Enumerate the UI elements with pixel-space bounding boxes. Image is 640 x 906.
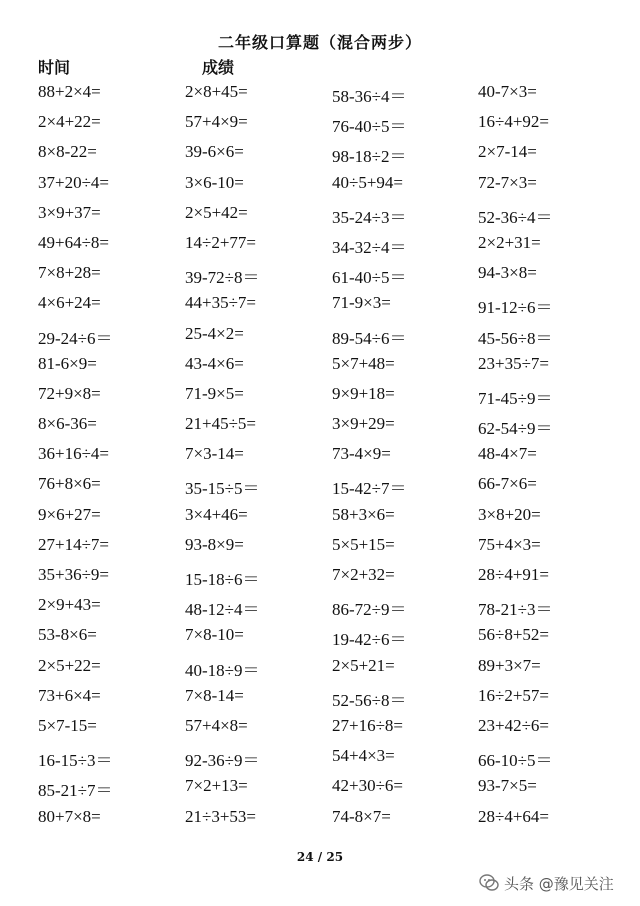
problem-cell: 66-7×6= [478, 474, 537, 494]
problem-cell: 85-21÷7＝ [38, 781, 113, 801]
problem-cell: 14÷2+77= [185, 232, 257, 252]
problem-cell: 7×8-14= [185, 685, 244, 705]
problem-cell: 2×8+45= [185, 82, 248, 101]
problem-cell: 27+14÷7= [38, 534, 110, 554]
problem-cell: 23+42÷6= [478, 715, 550, 735]
problem-cell: 45-56÷8＝ [478, 328, 553, 348]
problem-cell: 80+7×8= [38, 806, 101, 826]
problem-cell: 66-10÷5＝ [478, 751, 553, 771]
problem-cell: 21+45÷5= [185, 414, 257, 434]
problem-cell: 2×2+31= [478, 232, 541, 252]
problem-cell: 98-18÷2＝ [332, 147, 407, 167]
page-number: 24 / 25 [296, 850, 344, 864]
problem-cell: 9×9+18= [332, 383, 395, 403]
problem-cell: 44+35÷7= [185, 293, 257, 313]
problem-cell: 94-3×8= [478, 263, 537, 283]
problem-row [38, 110, 638, 140]
problem-row [38, 714, 638, 744]
problem-cell: 7×8-10= [185, 625, 244, 645]
problem-row [38, 805, 638, 835]
problem-cell: 2×5+42= [185, 202, 248, 222]
problem-cell: 28÷4+91= [478, 565, 550, 584]
problem-cell: 15-42÷7＝ [332, 479, 407, 499]
problem-cell: 7×2+13= [185, 776, 248, 796]
problem-row [38, 201, 638, 231]
problem-row [38, 744, 638, 774]
problem-cell: 52-36÷4＝ [478, 207, 553, 227]
problem-row [38, 623, 638, 653]
problem-cell: 72+9×8= [38, 383, 101, 403]
problem-cell: 71-9×3= [332, 293, 391, 313]
problem-row [38, 322, 638, 352]
problem-cell: 73-4×9= [332, 444, 391, 464]
page-title: 二年级口算题（混合两步） [217, 33, 422, 52]
problem-cell: 9×6+27= [38, 504, 101, 524]
watermark [478, 868, 614, 898]
problem-cell: 72-7×3= [478, 172, 537, 192]
problem-cell: 91-12÷6＝ [478, 298, 553, 318]
problem-cell: 3×4+46= [185, 504, 248, 524]
problem-cell: 92-36÷9＝ [185, 751, 260, 771]
problem-cell: 2×9+43= [38, 595, 101, 615]
problem-cell: 76+8×6= [38, 474, 101, 494]
problem-grid [38, 80, 638, 835]
problem-cell: 23+35÷7= [478, 353, 550, 373]
problem-row [38, 231, 638, 261]
problem-cell: 7×8+28= [38, 263, 101, 283]
problem-cell: 93-8×9= [185, 534, 244, 554]
problem-cell: 43-4×6= [185, 353, 244, 373]
problem-cell: 28÷4+64= [478, 806, 550, 826]
problem-cell: 39-6×6= [185, 142, 244, 162]
problem-cell: 8×6-36= [38, 414, 97, 434]
problem-cell: 52-56÷8＝ [332, 690, 407, 710]
problem-row [38, 442, 638, 472]
problem-cell: 35-24÷3＝ [332, 207, 407, 227]
problem-cell: 71-45÷9＝ [478, 388, 553, 408]
problem-cell: 29-24÷6＝ [38, 328, 113, 348]
problem-cell: 2×7-14= [478, 142, 537, 162]
problem-cell: 25-4×2= [185, 323, 244, 343]
problem-cell: 49+64÷8= [38, 232, 110, 252]
problem-cell: 40-7×3= [478, 82, 537, 101]
problem-cell: 86-72÷9＝ [332, 600, 407, 620]
problem-cell: 81-6×9= [38, 353, 97, 373]
problem-cell: 8×8-22= [38, 142, 97, 162]
problem-row [38, 80, 638, 110]
problem-cell: 7×3-14= [185, 444, 244, 464]
problem-cell: 48-4×7= [478, 444, 537, 464]
problem-cell: 5×7-15= [38, 715, 97, 735]
problem-row [38, 654, 638, 684]
problem-cell: 34-32÷4＝ [332, 237, 407, 257]
problem-cell: 40÷5+94= [332, 172, 404, 192]
problem-cell: 16-15÷3＝ [38, 751, 113, 771]
problem-cell: 57+4×9= [185, 112, 248, 132]
problem-cell: 58+3×6= [332, 504, 395, 524]
problem-cell: 40-18÷9＝ [185, 660, 260, 680]
problem-cell: 15-18÷6＝ [185, 570, 260, 589]
problem-cell: 3×6-10= [185, 172, 244, 192]
problem-cell: 4×6+24= [38, 293, 101, 313]
problem-cell: 37+20÷4= [38, 172, 110, 192]
problem-cell: 57+4×8= [185, 715, 248, 735]
problem-cell: 54+4×3= [332, 746, 395, 766]
wechat-icon [478, 872, 500, 894]
problem-cell: 48-12÷4＝ [185, 600, 260, 620]
problem-cell: 5×5+15= [332, 534, 395, 554]
problem-cell: 61-40÷5＝ [332, 268, 407, 288]
problem-row [38, 533, 638, 563]
problem-cell: 58-36÷4＝ [332, 87, 407, 106]
problem-cell: 36+16÷4= [38, 444, 110, 464]
problem-cell: 88+2×4= [38, 82, 101, 101]
problem-row [38, 684, 638, 714]
problem-cell: 35+36÷9= [38, 565, 110, 584]
problem-cell: 93-7×5= [478, 776, 537, 796]
problem-cell: 19-42÷6＝ [332, 630, 407, 650]
problem-cell: 2×5+21= [332, 655, 395, 675]
problem-row [38, 503, 638, 533]
problem-row [38, 171, 638, 201]
problem-cell: 2×5+22= [38, 655, 101, 675]
problem-row [38, 774, 638, 804]
problem-cell: 2×4+22= [38, 112, 101, 132]
problem-cell: 16÷4+92= [478, 112, 550, 132]
problem-cell: 78-21÷3＝ [478, 600, 553, 620]
problem-cell: 89-54÷6＝ [332, 328, 407, 348]
problem-cell: 73+6×4= [38, 685, 101, 705]
watermark-text: 头条 @豫见关注 [504, 874, 614, 893]
problem-row [38, 140, 638, 170]
problem-cell: 71-9×5= [185, 383, 244, 403]
problem-row [38, 352, 638, 382]
problem-row [38, 593, 638, 623]
problem-cell: 3×8+20= [478, 504, 541, 524]
problem-cell: 16÷2+57= [478, 685, 550, 705]
score-label: 成绩 [202, 58, 235, 77]
problem-row [38, 563, 638, 593]
time-label: 时间 [38, 58, 71, 77]
problem-row [38, 261, 638, 291]
problem-cell: 39-72÷8＝ [185, 268, 260, 288]
problem-cell: 5×7+48= [332, 353, 395, 373]
problem-cell: 3×9+29= [332, 414, 395, 434]
problem-cell: 42+30÷6= [332, 776, 404, 796]
problem-cell: 74-8×7= [332, 806, 391, 826]
problem-row [38, 472, 638, 502]
problem-cell: 56÷8+52= [478, 625, 550, 645]
problem-cell: 3×9+37= [38, 202, 101, 222]
problem-row [38, 382, 638, 412]
problem-cell: 89+3×7= [478, 655, 541, 675]
problem-cell: 27+16÷8= [332, 715, 404, 735]
problem-cell: 21÷3+53= [185, 806, 257, 826]
problem-row [38, 291, 638, 321]
problem-cell: 75+4×3= [478, 534, 541, 554]
problem-cell: 7×2+32= [332, 565, 395, 584]
problem-row [38, 412, 638, 442]
problem-cell: 53-8×6= [38, 625, 97, 645]
problem-cell: 35-15÷5＝ [185, 479, 260, 499]
problem-cell: 62-54÷9＝ [478, 419, 553, 439]
header-labels [0, 55, 640, 77]
problem-cell: 76-40÷5＝ [332, 117, 407, 137]
